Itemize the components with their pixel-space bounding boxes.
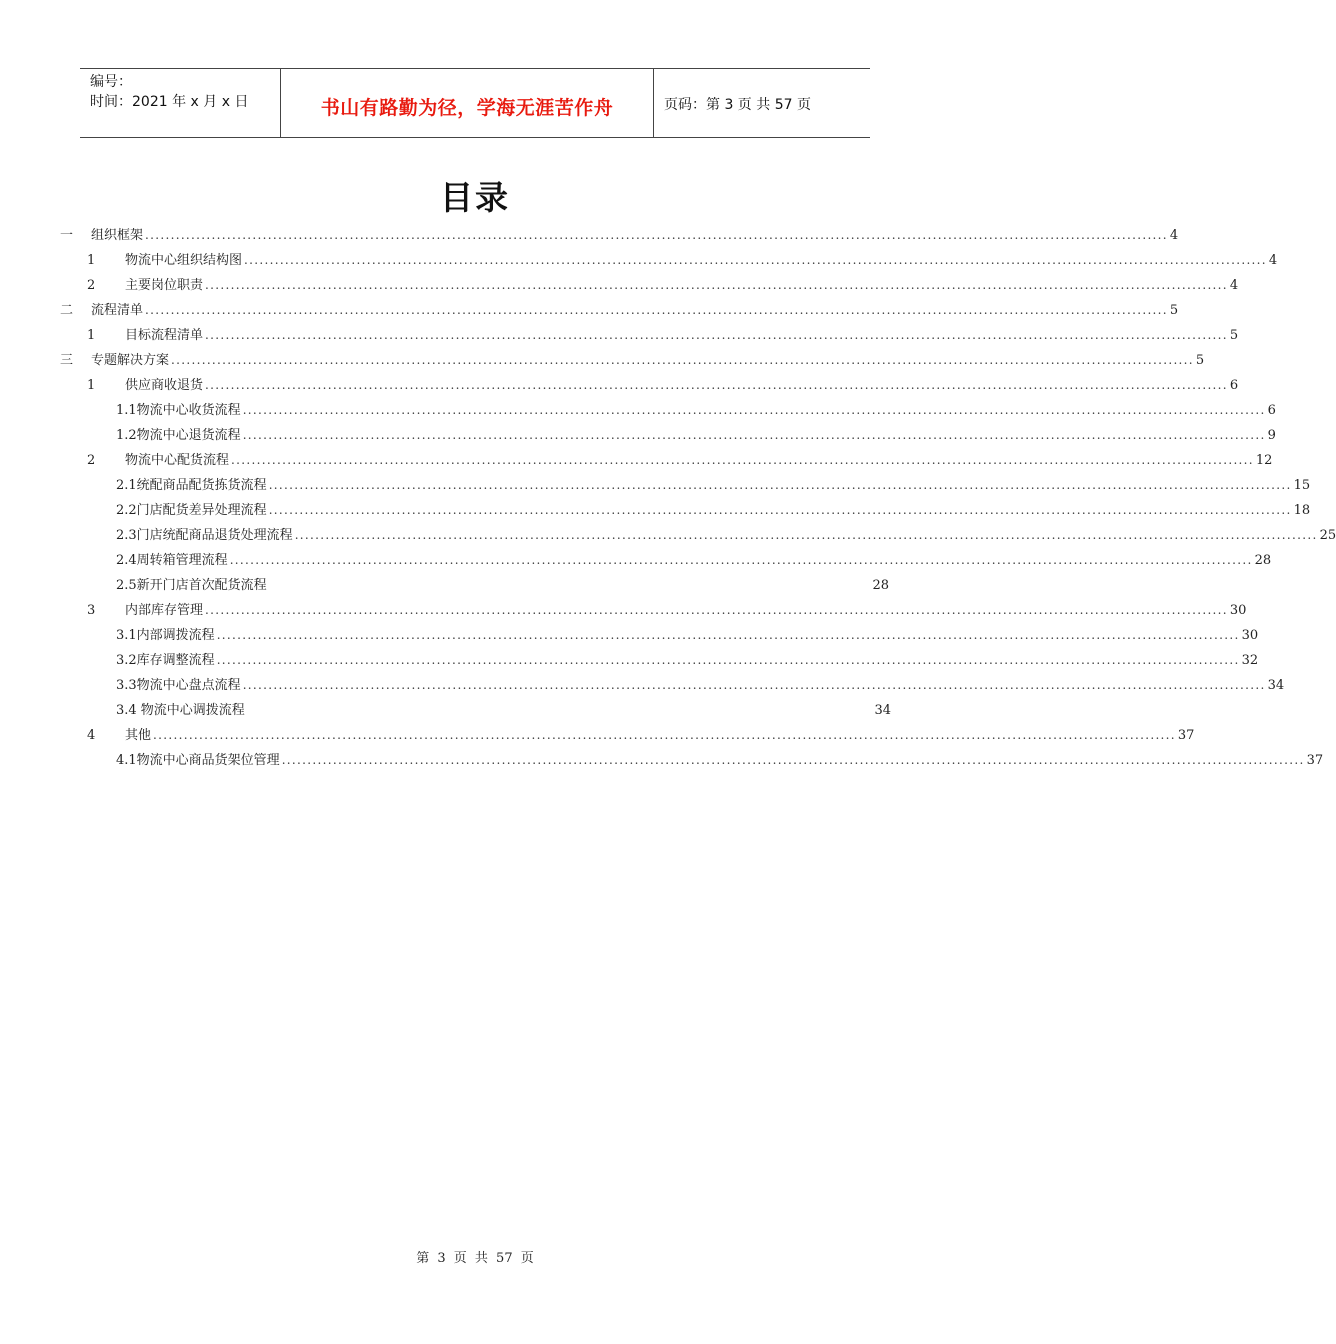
toc-entry[interactable]: [87, 324, 1239, 348]
toc-entry-page: 15: [1293, 478, 1311, 493]
toc-entry-title: 2.1统配商品配货拣货流程: [116, 478, 267, 493]
toc-entry[interactable]: [116, 749, 1324, 773]
toc-entry-title: 供应商收退货: [125, 378, 204, 393]
toc-entry-number: 4: [87, 728, 96, 743]
toc-entry-page: 37: [1306, 753, 1324, 768]
toc-entry-page: 4: [1169, 228, 1179, 243]
toc-entry-number: 1: [87, 378, 96, 393]
toc-entry-title: 1.1物流中心收货流程: [116, 403, 241, 418]
toc-entry-page: 5: [1195, 353, 1205, 368]
toc-entry[interactable]: [116, 574, 889, 598]
toc-leader: ........................................................................................................................................................................................................: [268, 503, 1292, 517]
toc-entry-page: 9: [1267, 428, 1276, 443]
page-footer: 第 3 页 共 57 页: [416, 1251, 534, 1266]
toc-entry[interactable]: [116, 474, 1311, 498]
toc-entry[interactable]: [87, 274, 1239, 298]
toc-entry[interactable]: [116, 424, 1276, 448]
toc-entry[interactable]: [60, 224, 1179, 248]
toc-entry-number: 1: [87, 253, 96, 268]
toc-entry[interactable]: [60, 299, 1179, 323]
toc-entry-title: 组织框架: [91, 228, 144, 243]
toc-entry-title: 2.3门店统配商品退货处理流程: [116, 528, 293, 543]
toc-entry-title: 3.1内部调拨流程: [116, 628, 215, 643]
toc-entry[interactable]: [60, 349, 1205, 373]
toc-entry[interactable]: [116, 674, 1285, 698]
motto: 书山有路勤为径，学海无涯苦作舟: [281, 69, 654, 137]
toc-entry-page: 4: [1229, 278, 1239, 293]
toc-entry[interactable]: [116, 649, 1259, 673]
toc-entry[interactable]: [87, 374, 1239, 398]
toc-entry-title: 2.2门店配货差异处理流程: [116, 503, 267, 518]
toc-entry-page: 6: [1267, 403, 1276, 418]
toc-leader: ........................................................................................................................................................................................................: [145, 303, 1168, 317]
toc-entry-page: 30: [1241, 628, 1259, 643]
page-label: 页码：第 3 页 共 57 页: [664, 97, 811, 113]
toc-entry-title: 3.2库存调整流程: [116, 653, 215, 668]
toc-leader: ........................................................................................................................................................................................................: [268, 478, 1292, 492]
header-table: [80, 68, 870, 138]
toc-leader: ........................................................................................................................................................................................................: [205, 328, 1228, 342]
toc-leader: ........................................................................................................................................................................................................: [205, 278, 1228, 292]
toc-entry-number: 一: [60, 228, 74, 243]
toc-entry[interactable]: [87, 449, 1273, 473]
toc-entry-page: 32: [1241, 653, 1259, 668]
toc-entry-number: 2: [87, 278, 96, 293]
time-label: 时间：2021 年 x 月 x 日: [90, 94, 249, 110]
toc-leader: ........................................................................................................................................................................................................: [205, 378, 1228, 392]
toc-leader: ........................................................................................................................................................................................................: [244, 253, 1267, 267]
toc-entry[interactable]: [116, 624, 1259, 648]
toc-entry-number: 三: [60, 353, 74, 368]
toc-leader: ........................................................................................................................................................................................................: [171, 353, 1194, 367]
toc-leader: ........................................................................................................................................................................................................: [153, 728, 1176, 742]
toc-leader: ........................................................................................................................................................................................................: [216, 653, 1240, 667]
toc-entry-number: 二: [60, 303, 74, 318]
toc-entry-title: 4.1物流中心商品货架位管理: [116, 753, 280, 768]
toc-entry-page: 34: [1267, 678, 1285, 693]
toc-entry-page: 4: [1268, 253, 1278, 268]
toc-entry-page: 28: [872, 578, 889, 593]
toc-entry-page: 12: [1255, 453, 1273, 468]
toc-entry-title: 目标流程清单: [125, 328, 204, 343]
toc-entry[interactable]: [116, 524, 1336, 548]
toc-entry-title: 物流中心组织结构图: [125, 253, 243, 268]
toc-entry-title: 2.5新开门店首次配货流程: [116, 578, 267, 593]
toc-entry-title: 3.3物流中心盘点流程: [116, 678, 241, 693]
toc-entry-title: 物流中心配货流程: [125, 453, 230, 468]
toc-leader: ........................................................................................................................................................................................................: [242, 403, 1266, 417]
toc-entry-page: 28: [1254, 553, 1272, 568]
toc-entry-number: 3: [87, 603, 96, 618]
toc-leader: ........................................................................................................................................................................................................: [242, 678, 1266, 692]
toc-leader: ........................................................................................................................................................................................................: [205, 603, 1228, 617]
toc-entry[interactable]: [87, 724, 1195, 748]
toc-entry-page: 37: [1177, 728, 1195, 743]
number-label: 编号：: [90, 74, 132, 90]
toc-entry-page: 25: [1319, 528, 1336, 543]
toc-entry-title: 1.2物流中心退货流程: [116, 428, 241, 443]
toc-entry-title: 3.4 物流中心调拨流程: [116, 703, 245, 718]
toc-entry-title: 2.4周转箱管理流程: [116, 553, 228, 568]
toc-entry-page: 5: [1229, 328, 1239, 343]
toc-entry[interactable]: [87, 599, 1247, 623]
toc-leader: ........................................................................................................................................................................................................: [145, 228, 1168, 242]
toc-leader: ........................................................................................................................................................................................................: [216, 628, 1240, 642]
toc-entry-title: 主要岗位职责: [125, 278, 204, 293]
toc-leader: ........................................................................................................................................................................................................: [242, 428, 1266, 442]
toc-entry-page: 30: [1229, 603, 1247, 618]
toc-entry[interactable]: [116, 499, 1311, 523]
toc-leader: ........................................................................................................................................................................................................: [294, 528, 1318, 542]
toc-entry-page: 18: [1293, 503, 1311, 518]
page-title: 目录: [440, 178, 510, 217]
toc-entry-page: 5: [1169, 303, 1179, 318]
header-left-cell: [80, 69, 281, 137]
toc-leader: ........................................................................................................................................................................................................: [229, 553, 1253, 567]
toc-entry-number: 2: [87, 453, 96, 468]
toc-entry-title: 流程清单: [91, 303, 144, 318]
toc-entry-title: 专题解决方案: [91, 353, 170, 368]
toc-entry-number: 1: [87, 328, 96, 343]
toc-leader: ........................................................................................................................................................................................................: [231, 453, 1254, 467]
toc-entry-title: 其他: [125, 728, 152, 743]
toc-leader: ........................................................................................................................................................................................................: [281, 753, 1305, 767]
toc-entry-title: 内部库存管理: [125, 603, 204, 618]
toc-entry-page: 6: [1229, 378, 1239, 393]
toc-entry-page: 34: [874, 703, 891, 718]
toc-entry[interactable]: [116, 699, 891, 723]
toc-entry[interactable]: [116, 549, 1272, 573]
toc-entry[interactable]: [116, 399, 1276, 423]
toc-entry[interactable]: [87, 249, 1278, 273]
